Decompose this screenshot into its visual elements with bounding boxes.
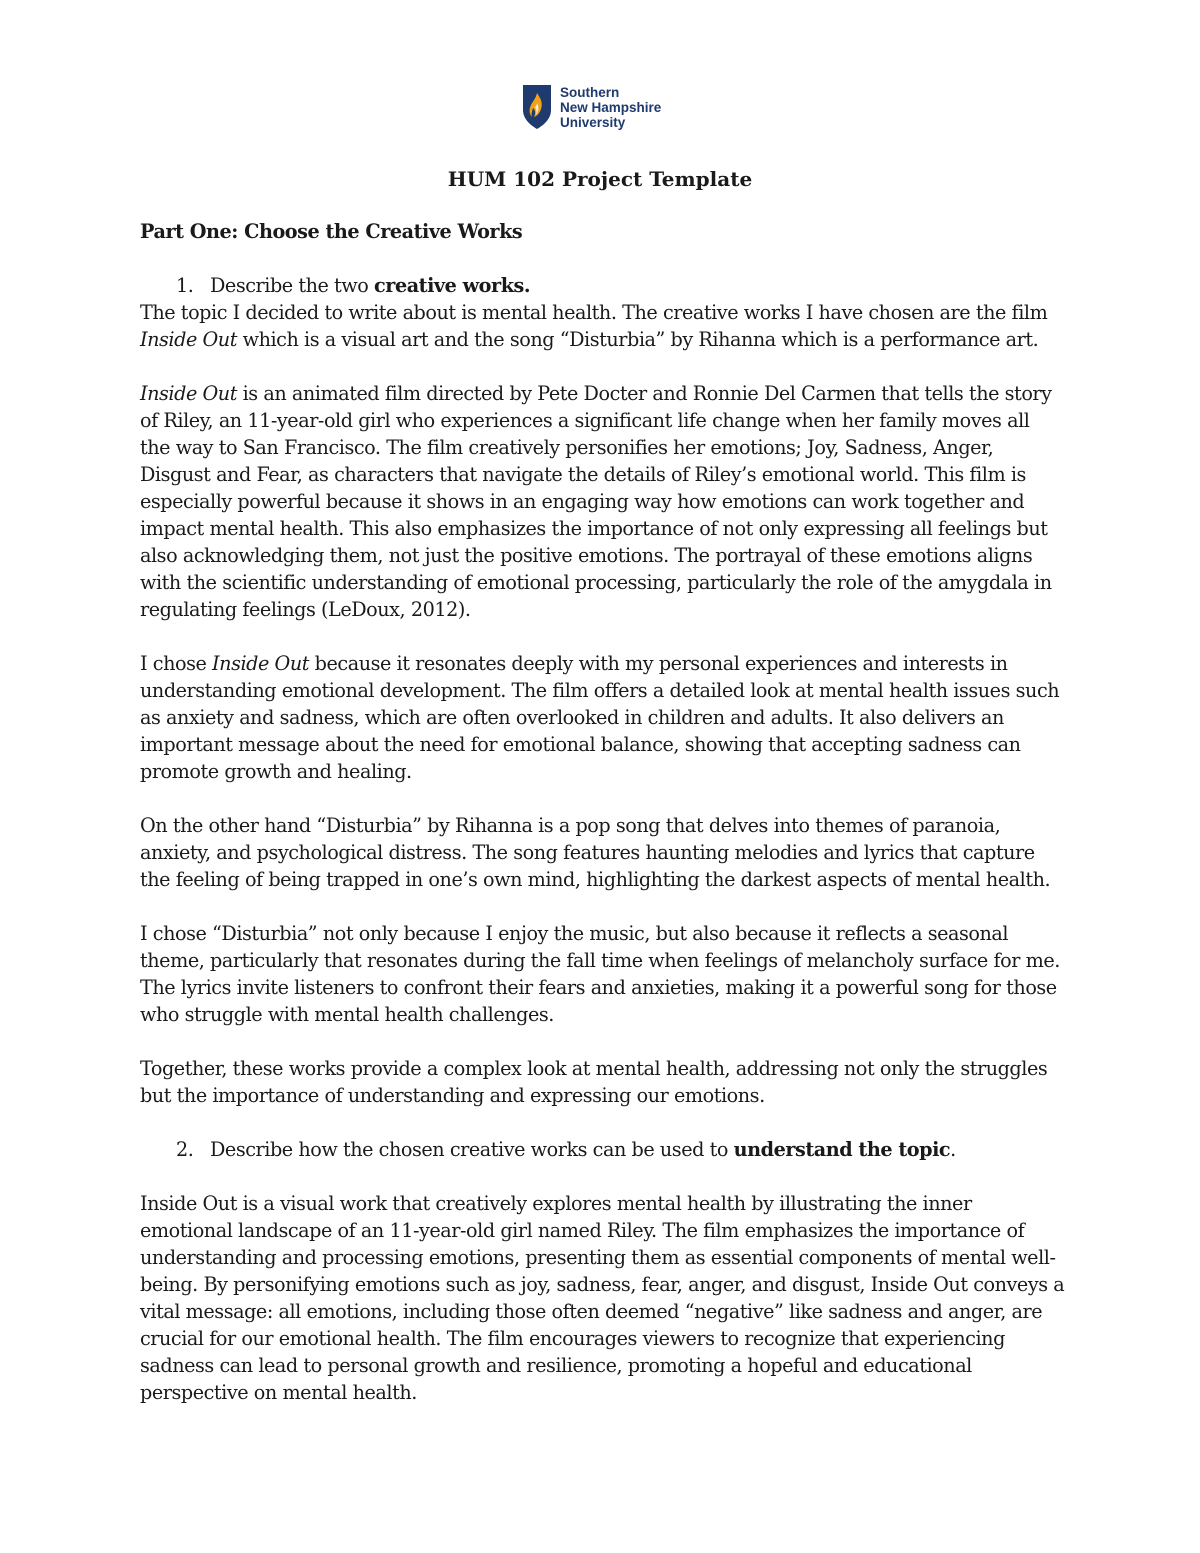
chose-inside-out-paragraph: I chose Inside Out because it resonates deeply with my personal experiences and interests in understanding emotional development. The film offers a detailed look at mental health issues such as anxiety and sadness, which are often overlooked in children and adults. It also delivers an important message about the need for emotional balance, showing that accepting sadness can promote growth and healing.	[140, 652, 1060, 783]
university-logo	[522, 84, 661, 130]
logo-wordmark	[560, 85, 661, 130]
film-title: Inside Out	[212, 652, 310, 675]
together-paragraph: Together, these works provide a complex look at mental health, addressing not only the struggles but the importance of understanding and expressing our emotions.	[140, 1057, 1048, 1107]
document-title: HUM 102 Project Template	[447, 167, 753, 191]
question-keyword: creative works.	[374, 274, 531, 297]
question-1	[140, 272, 1065, 299]
disturbia-paragraph: On the other hand “Disturbia” by Rihanna is a pop song that delves into themes of paranoia, anxiety, and psychological distress. The song features haunting melodies and lyrics that capture the feeling of being trapped in one’s own mind, highlighting the darkest aspects of mental health.	[140, 814, 1051, 891]
question-number: 1.	[176, 274, 194, 297]
section-heading: Part One: Choose the Creative Works	[140, 220, 523, 243]
question-keyword: understand the topic	[733, 1138, 951, 1161]
logo-line-1: Southern	[560, 85, 620, 100]
question-text: Describe how the chosen creative works can be used to understand the topic.	[210, 1138, 956, 1161]
question-2	[140, 1136, 1065, 1163]
question-number: 2.	[176, 1138, 194, 1161]
logo-line-3: University	[560, 115, 626, 130]
chose-disturbia-paragraph: I chose “Disturbia” not only because I enjoy the music, but also because it reflects a seasonal theme, particularly that resonates during the fall time when feelings of melancholy surface for me. The lyrics invite listeners to confront their fears and anxieties, making it a powerful song for those who struggle with mental health challenges.	[140, 922, 1060, 1026]
film-title: Inside Out	[140, 382, 237, 405]
answer-2-paragraph: Inside Out is a visual work that creatively explores mental health by illustrating the inner emotional landscape of an 11-year-old girl named Riley. The film emphasizes the importance of understanding and processing emotions, presenting them as essential components of mental well-being. By personifying emotions such as joy, sadness, fear, anger, and disgust, Inside Out conveys a vital message: all emotions, including those often deemed “negative” like sadness and anger, are crucial for our emotional health. The film encourages viewers to recognize that experiencing sadness can lead to personal growth and resilience, promoting a hopeful and educational perspective on mental health.	[140, 1192, 1065, 1404]
film-title: Inside Out	[140, 328, 237, 351]
shield-flame-icon	[522, 84, 552, 130]
inside-out-paragraph: Inside Out is an animated film directed by Pete Docter and Ronnie Del Carmen that tells the story of Riley, an 11-year-old girl who experiences a significant life change when her family moves all the way to San Francisco. The film creatively personifies her emotions; Joy, Sadness, Anger, Disgust and Fear, as characters that navigate the details of Riley’s emotional world. This film is especially powerful because it shows in an engaging way how emotions can work together and impact mental health. This also emphasizes the importance of not only expressing all feelings but also acknowledging them, not just the positive emotions. The portrayal of these emotions aligns with the scientific understanding of emotional processing, particularly the role of the amygdala in regulating feelings (LeDoux, 2012).	[140, 382, 1052, 621]
document-body	[140, 218, 1065, 1406]
question-text: Describe the two creative works.	[210, 274, 531, 297]
logo-line-2: New Hampshire	[560, 100, 662, 115]
intro-paragraph: The topic I decided to write about is mental health. The creative works I have chosen are the film Inside Out which is a visual art and the song “Disturbia” by Rihanna which is a performance art.	[140, 301, 1048, 351]
